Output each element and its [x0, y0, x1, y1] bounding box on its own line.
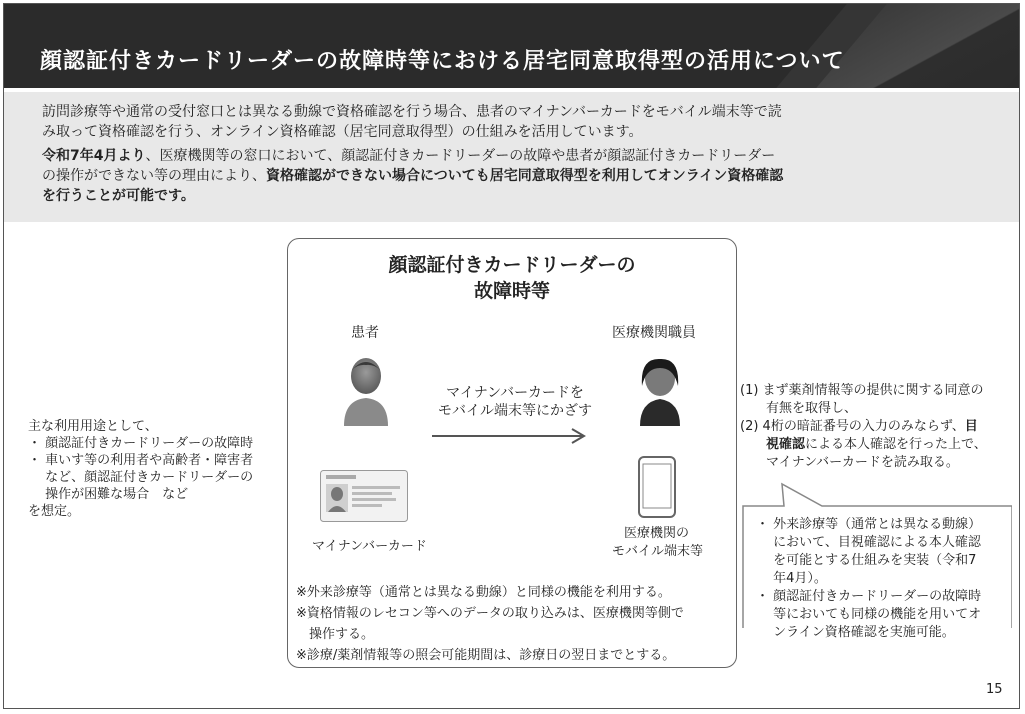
procedure-text-part: による本人確認を行った上で、: [805, 437, 987, 452]
procedure-line: 有無を取得し、: [740, 401, 858, 416]
note-line: 操作する。: [296, 627, 375, 642]
summary-panel: [4, 92, 1019, 222]
summary-line: [42, 186, 992, 206]
callout-line: ・ 外来診療等（通常とは異なる動線）: [756, 517, 982, 532]
callout-line: ンライン資格確認を実施可能。: [756, 625, 955, 640]
patient-icon: [340, 356, 392, 426]
summary-bold: を行うことが可能です。: [42, 188, 195, 204]
summary-line: [42, 166, 992, 186]
arrow-caption: [430, 384, 600, 420]
usage-line: を想定。: [28, 504, 81, 519]
usage-line: 操作が困難な場合 など: [28, 487, 189, 502]
procedure-line: [740, 436, 987, 454]
note-line: ※外来診療等（通常とは異なる動線）と同様の機能を利用する。: [296, 585, 671, 600]
mobile-label: [624, 525, 689, 543]
summary-line: [42, 146, 992, 166]
note-line: ※資格情報のレセコン等へのデータの取り込みは、医療機関等側で: [296, 606, 684, 621]
procedure-text-part: (2) 4桁の暗証番号の入力のみならず、: [740, 419, 965, 434]
procedure-bold: 目: [964, 419, 978, 434]
mobile-device-icon: [638, 456, 676, 518]
summary-line: 訪問診療等や通常の受付窓口とは異なる動線で資格確認を行う場合、患者のマイナンバーカードをモバイル端末等で読: [42, 104, 782, 120]
note-line: ※診療/薬剤情報等の照会可能期間は、診療日の翌日までとする。: [296, 648, 676, 663]
staff-label: 医療機関職員: [612, 325, 696, 341]
notes-text: [296, 582, 684, 666]
usage-line: など、顔認証付きカードリーダーの: [28, 470, 254, 485]
card-label: マイナンバーカード: [312, 539, 427, 554]
callout-text: [756, 516, 981, 642]
usage-line: ・ 顔認証付きカードリーダーの故障時: [28, 436, 254, 451]
callout-line: 等においても同様の機能を用いてオ: [756, 607, 982, 622]
diagram-title-line: 顔認証付きカードリーダーの: [388, 254, 636, 276]
arrow-caption-line: モバイル端末等にかざす: [438, 403, 592, 419]
staff-icon: [632, 356, 688, 426]
mobile-label: [612, 543, 703, 561]
procedure-text: [740, 382, 987, 472]
callout-line: 年4月）。: [756, 571, 827, 586]
procedure-line: (1) まず薬剤情報等の提供に関する同意の: [740, 383, 984, 398]
usage-line: 主な利用用途として、: [28, 419, 158, 434]
my-number-card-icon: [320, 470, 408, 522]
procedure-line: マイナンバーカードを読み取る。: [740, 455, 959, 470]
right-arrow-icon: [432, 428, 592, 444]
page-number: 15: [986, 682, 1003, 697]
arrow-caption-line: マイナンバーカードを: [446, 385, 584, 401]
summary-line: み取って資格確認を行う、オンライン資格確認（居宅同意取得型）の仕組みを活用しています。: [42, 124, 643, 140]
patient-label: 患者: [351, 325, 379, 341]
summary-bold: 資格確認ができない場合についても居宅同意取得型を利用してオンライン資格確認: [266, 168, 784, 184]
callout-line: ・ 顔認証付きカードリーダーの故障時: [756, 589, 982, 604]
procedure-line: [740, 418, 987, 436]
usage-line: ・ 車いす等の利用者や高齢者・障害者: [28, 453, 254, 468]
mobile-label-line: 医療機関の: [624, 526, 690, 541]
callout-line: において、目視確認による本人確認: [756, 535, 981, 550]
procedure-bold: 視確認: [740, 437, 806, 452]
mobile-label-line: モバイル端末等: [612, 544, 704, 559]
diagram-title: [287, 252, 737, 304]
usage-text: [28, 418, 253, 520]
callout-line: を可能とする仕組みを実装（令和7: [756, 553, 977, 568]
summary-bold: 令和7年4月より: [42, 148, 146, 164]
diagram-title-line: 故障時等: [473, 280, 550, 302]
summary-text: の操作ができない等の理由により、: [42, 168, 266, 184]
page-title: 顔認証付きカードリーダーの故障時等における居宅同意取得型の活用について: [40, 49, 845, 74]
summary-text: 、医療機関等の窓口において、顔認証付きカードリーダーの故障や患者が顔認証付きカードリーダー: [145, 148, 776, 164]
